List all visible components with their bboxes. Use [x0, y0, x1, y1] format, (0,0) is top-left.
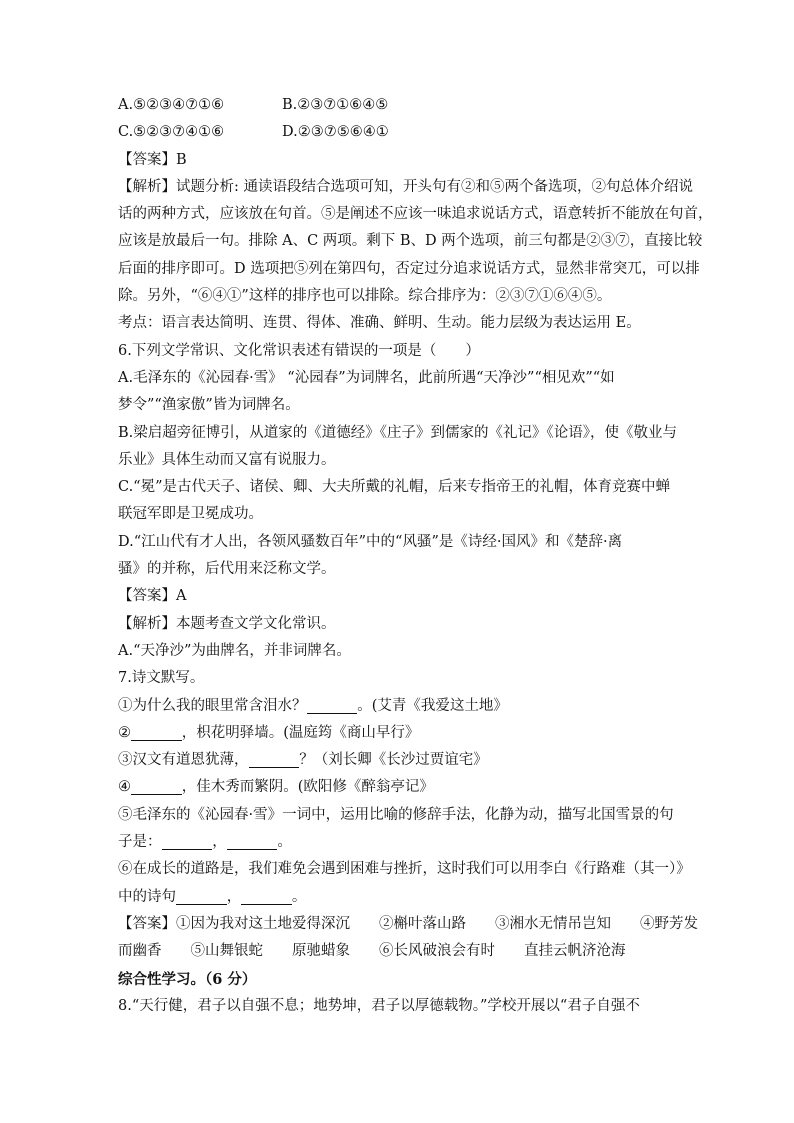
section-title: 综合性学习。（6 分） — [118, 970, 257, 988]
q7-item-2 — [118, 720, 678, 747]
q6-option-line: 联冠军即是卫冕成功。 — [118, 506, 263, 523]
fill-blank — [131, 726, 182, 741]
q6-option-line: A.毛泽东的《沁园春·雪》 “沁园春”为词牌名，此前所遇“天净沙”“相见欢”“如 — [118, 369, 615, 386]
fill-blank — [307, 699, 358, 714]
q7-answer-line-2: 而幽香 ⑤山舞银蛇 原驰蜡象 ⑥长风破浪会有时 直挂云帆济沧海 — [118, 943, 626, 960]
q7-item-1 — [118, 693, 678, 720]
q6-option-line: B.梁启超旁征博引，从道家的《道德经》《庄子》到儒家的《礼记》《论语》，使《敬业与 — [118, 424, 678, 441]
q5-analysis-line: 话的两种方式，应该放在句首。⑤是阐述不应该一味追求说话方式，语意转折不能放在句首， — [118, 206, 713, 223]
q5-options-row-1 — [118, 92, 678, 119]
q7-item-4-text: ，佳木秀而繁阴。(欧阳修《醉翁亭记》 — [181, 779, 434, 796]
fill-blank — [241, 890, 292, 905]
q7-item-3-source: ？（刘长卿《长沙过贾谊宅》 — [299, 752, 488, 769]
q6-option-line: 骚》的并称，后代用来泛称文学。 — [118, 561, 336, 578]
fill-blank — [227, 835, 278, 850]
q5-kaodian: 考点：语言表达简明、连贯、得体、准确、鲜明、生动。能力层级为表达运用 E。 — [118, 315, 641, 332]
period: 。 — [277, 834, 292, 851]
fill-blank — [249, 753, 300, 768]
q5-analysis-line: 应该是放最后一句。排除 A、C 两项。剩下 B、D 两个选项，前三句都是②③⑦，直接比较 — [118, 233, 703, 250]
q7-item-5-line-1: ⑤毛泽东的《沁园春·雪》一词中，运用比喻的修辞手法，化静为动，描写北国雪景的句 — [118, 806, 674, 823]
comma: ， — [226, 888, 242, 905]
fill-blank — [176, 890, 227, 905]
q6-stem: 6.下列文学常识、文化常识表述有错误的一项是（ ） — [118, 342, 480, 359]
q7-item-1-text: ①为什么我的眼里常含泪水？ — [118, 697, 307, 714]
fill-blank — [162, 835, 213, 850]
q7-item-2-number: ② — [118, 724, 131, 741]
q7-item-6-lead: 中的诗句 — [118, 888, 176, 905]
q5-analysis-line: 除。另外，“⑥④①”这样的排序也可以排除。综合排序为：②③⑦①⑥④⑤。 — [118, 288, 612, 305]
period: 。 — [291, 888, 307, 905]
q7-item-5-line-2 — [118, 829, 678, 856]
q6-option-line: C.“冕”是古代天子、诸侯、卿、大夫所戴的礼帽，后来专指帝王的礼帽，体育竞赛中蝉 — [118, 479, 671, 496]
fill-blank — [131, 780, 182, 795]
q7-item-3 — [118, 747, 678, 774]
option-d: D.②③⑦⑤⑥④① — [282, 124, 389, 141]
option-c: C.⑤②③⑦④①⑥ — [118, 124, 225, 141]
document-page — [118, 92, 713, 1020]
q7-item-5-lead: 子是： — [118, 834, 162, 851]
q7-item-6-line-2 — [118, 884, 678, 911]
q5-analysis-line: 后面的排序即可。D 选项把⑤列在第四句，否定过分追求说话方式，显然非常突兀，可以排 — [118, 260, 700, 277]
q7-item-3-text: ③汉文有道恩犹薄， — [118, 752, 249, 769]
q6-option-line: 梦令”“渔家傲”皆为词牌名。 — [118, 397, 300, 414]
q6-option-line: D.“江山代有才人出，各领风骚数百年”中的“风骚”是《诗经·国风》和《楚辞·离 — [118, 533, 623, 550]
q6-analysis-line: A.“天净沙”为曲牌名，并非词牌名。 — [118, 642, 351, 659]
q5-answer: 【答案】B — [118, 151, 187, 168]
q5-options-row-2 — [118, 119, 678, 146]
q5-analysis-line: 【解析】试题分析: 通读语段结合选项可知，开头句有②和⑤两个备选项，②句总体介绍说 — [118, 178, 693, 195]
q7-item-4-number: ④ — [118, 779, 131, 796]
q6-option-line: 乐业》具体生动而又富有说服力。 — [118, 451, 336, 468]
comma: ， — [212, 834, 227, 851]
option-b: B.②③⑦①⑥④⑤ — [282, 97, 389, 113]
option-a: A.⑤②③④⑦①⑥ — [118, 97, 225, 113]
q7-item-4 — [118, 774, 678, 801]
q7-item-6-line-1: ⑥在成长的道路是，我们难免会遇到困难与挫折，这时我们可以用李白《行路难（其一）》 — [118, 861, 691, 878]
q7-item-1-source: 。(艾青《我爱这土地》 — [357, 697, 508, 714]
q6-analysis-line: 【解析】本题考查文学文化常识。 — [118, 615, 336, 632]
q8-stem: 8.“天行健，君子以自强不息；地势坤，君子以厚德载物。”学校开展以“君子自强不 — [118, 997, 640, 1014]
q7-answer-line-1: 【答案】①因为我对这土地爱得深沉 ②槲叶落山路 ③湘水无情吊岂知 ④野芳发 — [118, 915, 698, 932]
q6-answer: 【答案】A — [118, 588, 187, 605]
q7-title: 7.诗文默写。 — [118, 670, 205, 687]
q7-item-2-text: ，枳花明驿墙。(温庭筠《商山早行》 — [181, 724, 420, 741]
